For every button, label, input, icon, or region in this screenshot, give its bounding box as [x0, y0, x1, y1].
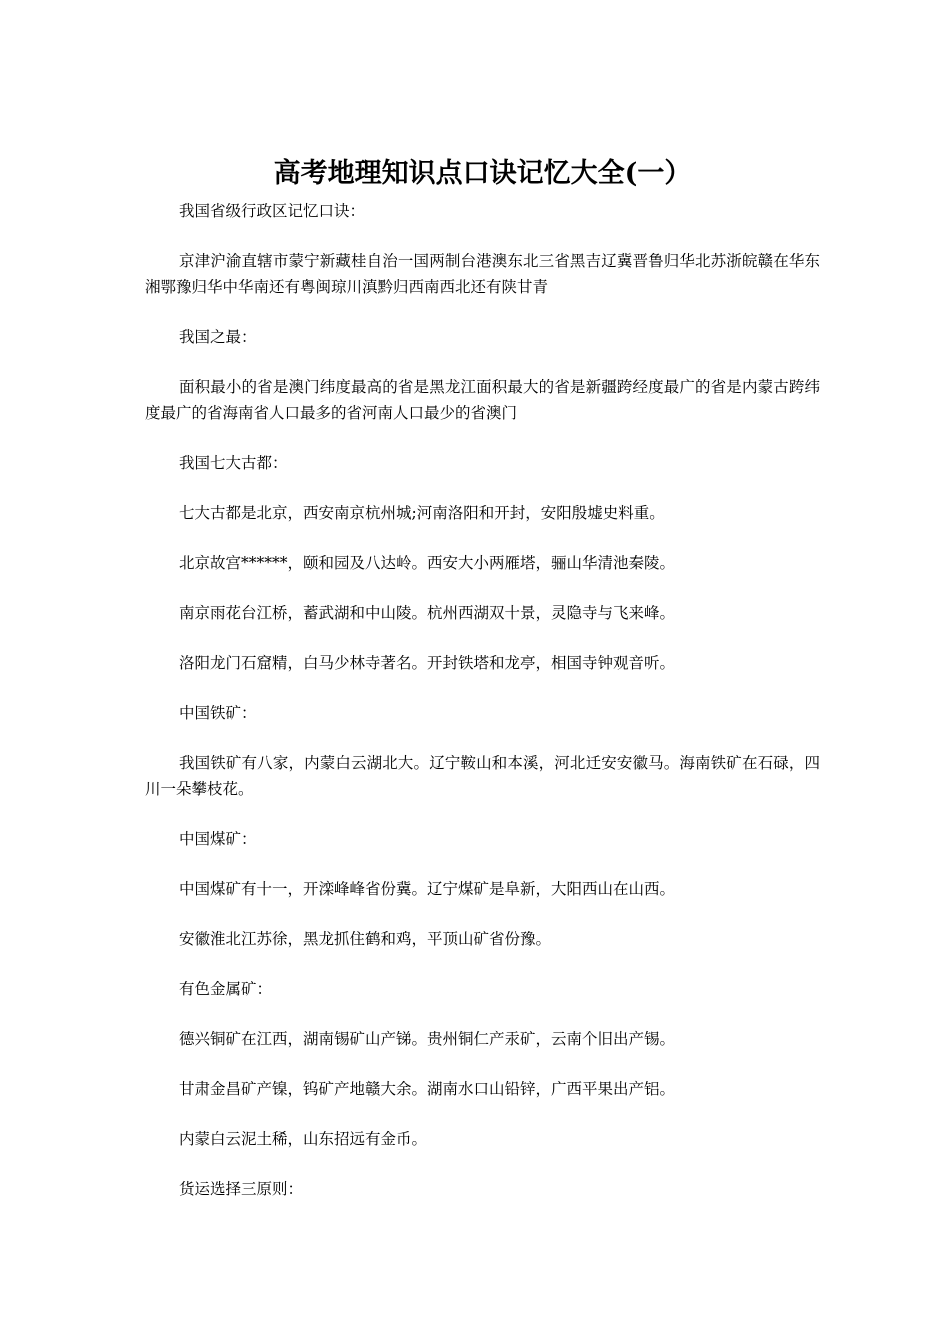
paragraph-heading-superlatives: 我国之最： [179, 328, 257, 346]
paragraph-heading-coal: 中国煤矿： [179, 830, 257, 848]
paragraph-heading-nonferrous: 有色金属矿： [179, 980, 273, 998]
paragraph-provinces-mnemonic: 京津沪渝直辖市蒙宁新藏桂自治一国两制台港澳东北三省黑吉辽冀晋鲁归华北苏浙皖赣在华东湘鄂豫归华中华南还有粤闽琼川滇黔归西南西北还有陕甘青 [145, 252, 820, 296]
document-body [145, 198, 820, 1202]
paragraph-heading-iron: 中国铁矿： [179, 704, 257, 722]
paragraph-capitals-2: 北京故宫******，颐和园及八达岭。西安大小两雁塔，骊山华清池秦陵。 [179, 554, 676, 572]
paragraph-heading-freight: 货运选择三原则： [179, 1180, 304, 1198]
document-title: 高考地理知识点口诀记忆大全(一） [273, 158, 692, 189]
paragraph-capitals-1: 七大古都是北京，西安南京杭州城;河南洛阳和开封，安阳殷墟史料重。 [179, 504, 665, 522]
paragraph-nonferrous-1: 德兴铜矿在江西，湖南锡矿山产锑。贵州铜仁产汞矿，云南个旧出产锡。 [179, 1030, 676, 1048]
paragraph-nonferrous-2: 甘肃金昌矿产镍，钨矿产地赣大余。湖南水口山铅锌，广西平果出产铝。 [179, 1080, 676, 1098]
paragraph-nonferrous-3: 内蒙白云泥土稀，山东招远有金币。 [179, 1130, 428, 1148]
paragraph-coal-2: 安徽淮北江苏徐，黑龙抓住鹤和鸡，平顶山矿省份豫。 [179, 930, 552, 948]
paragraph-superlatives: 面积最小的省是澳门纬度最高的省是黑龙江面积最大的省是新疆跨经度最广的省是内蒙古跨纬度最广的省海南省人口最多的省河南人口最少的省澳门 [145, 378, 820, 422]
paragraph-iron: 我国铁矿有八家，内蒙白云湖北大。辽宁鞍山和本溪，河北迁安安徽马。海南铁矿在石碌，四川一朵攀枝花。 [145, 754, 820, 798]
paragraph-coal-1: 中国煤矿有十一，开滦峰峰省份冀。辽宁煤矿是阜新，大阳西山在山西。 [179, 880, 676, 898]
paragraph-capitals-4: 洛阳龙门石窟精，白马少林寺著名。开封铁塔和龙亭，相国寺钟观音听。 [179, 654, 676, 672]
paragraph-heading-capitals: 我国七大古都： [179, 454, 288, 472]
paragraph-heading-provinces: 我国省级行政区记忆口诀： [179, 202, 366, 220]
document-page [145, 0, 820, 1344]
paragraph-capitals-3: 南京雨花台江桥，蓄武湖和中山陵。杭州西湖双十景，灵隐寺与飞来峰。 [179, 604, 676, 622]
